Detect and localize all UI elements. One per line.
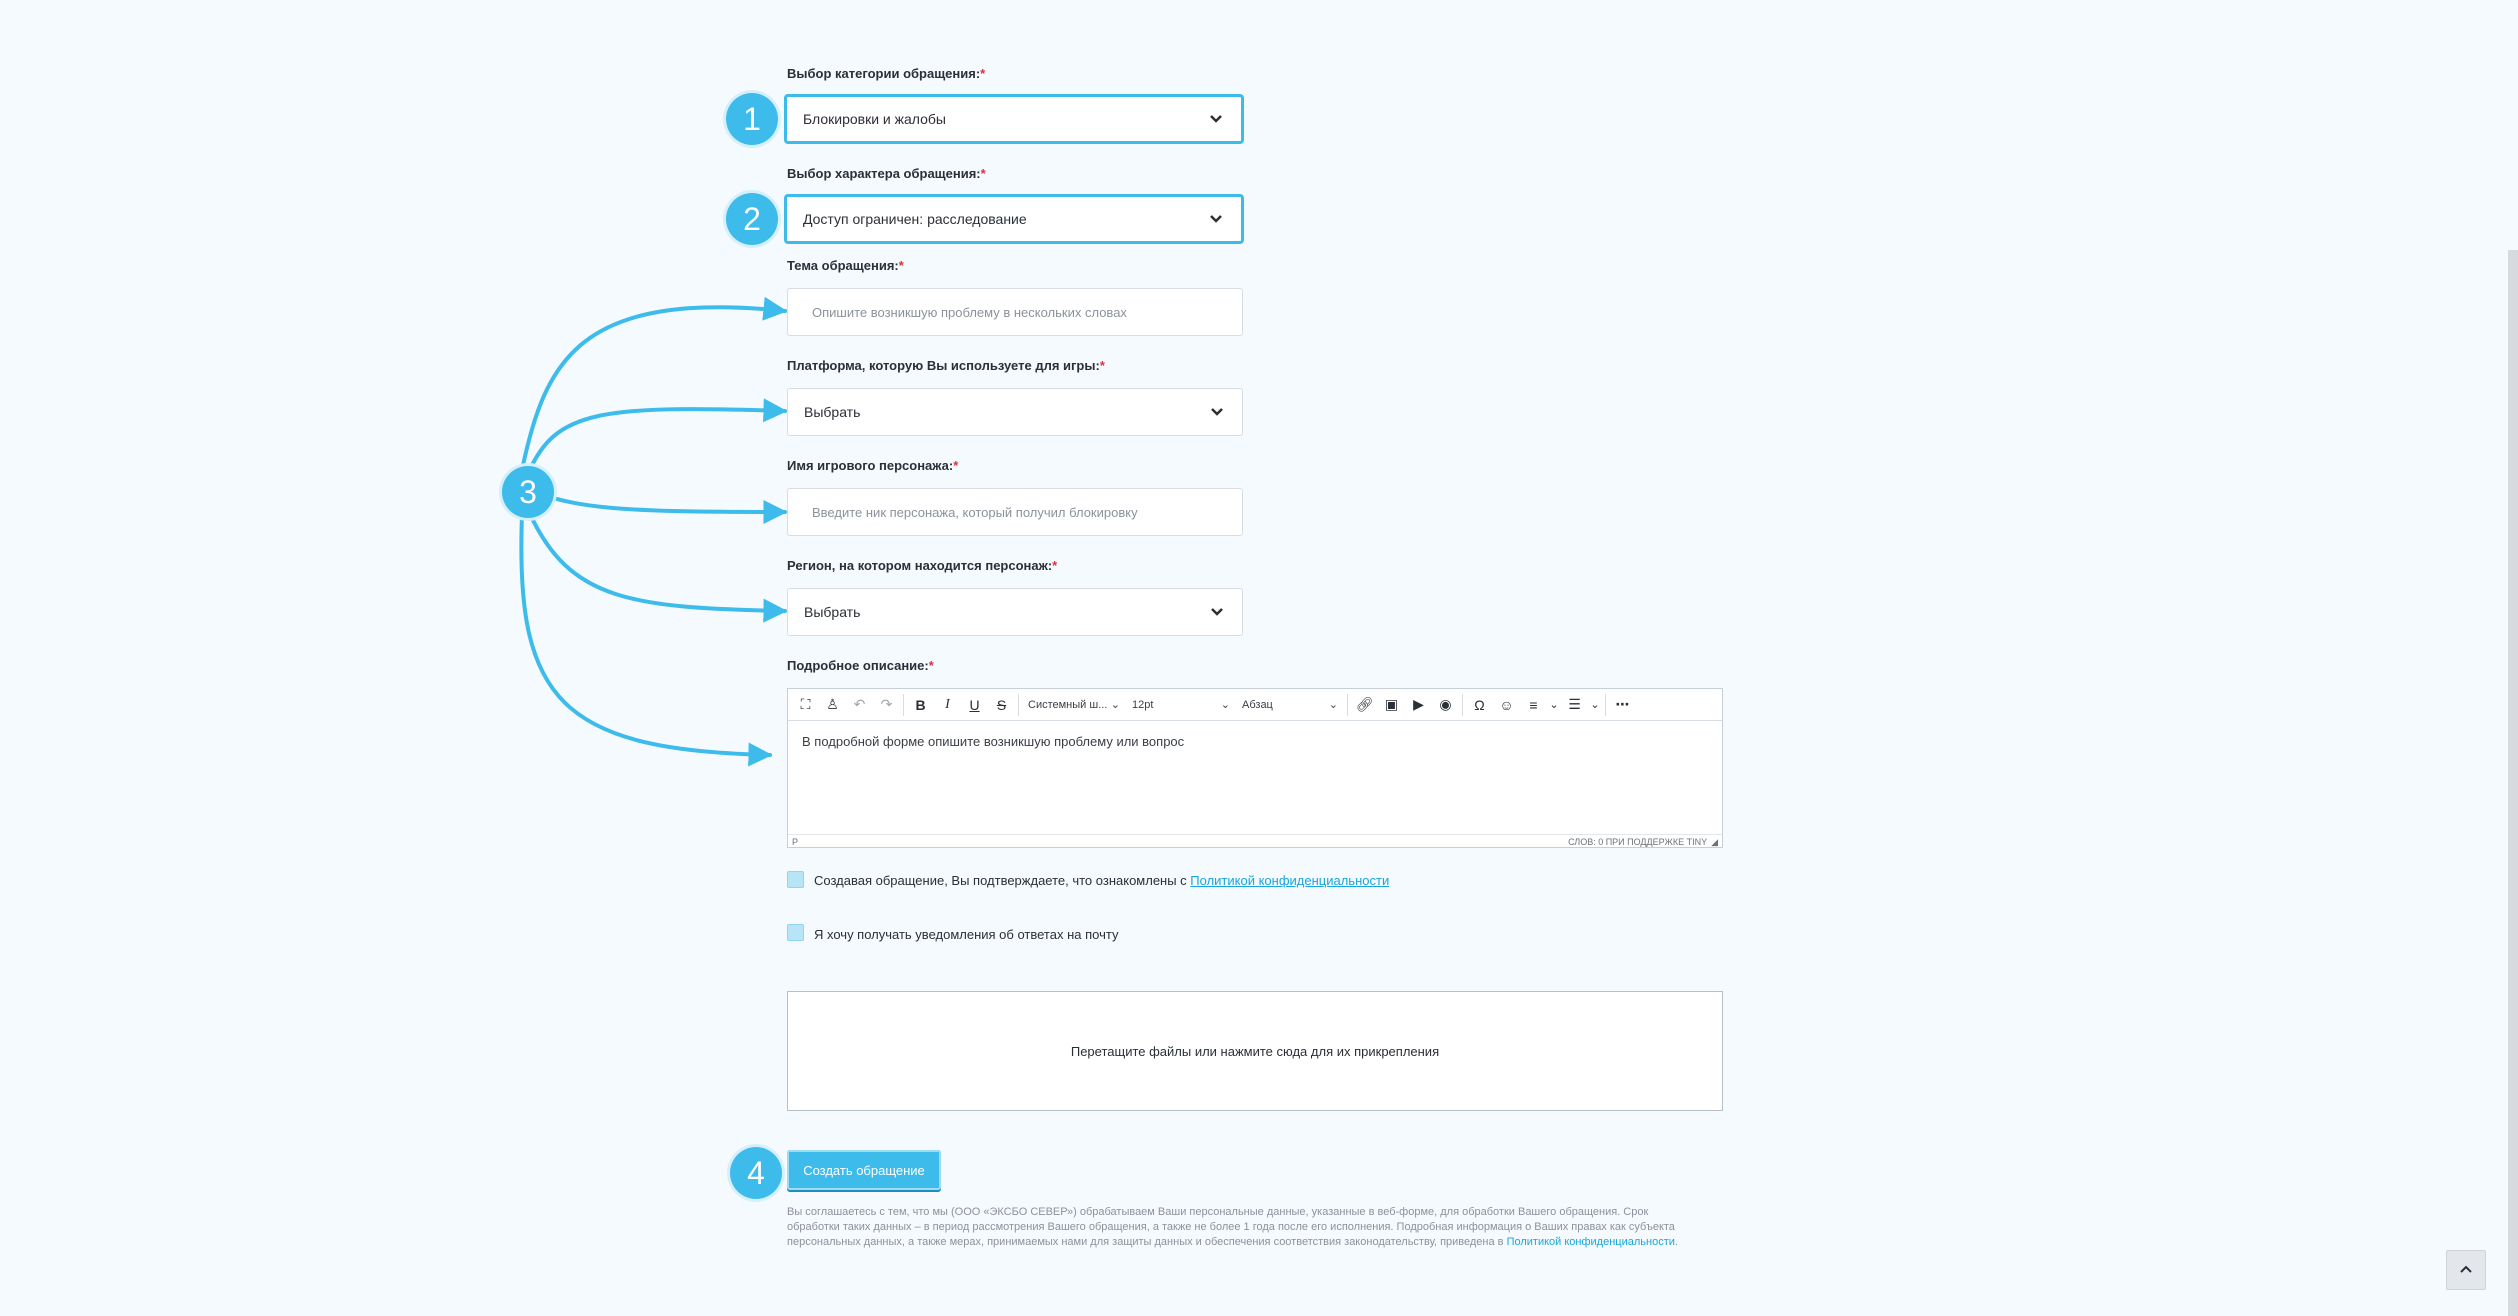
email-notify-checkbox[interactable] [787, 924, 804, 941]
scrollbar-thumb[interactable] [2508, 250, 2518, 1316]
fullscreen-icon[interactable]: ⛶ [800, 696, 811, 712]
subject-input[interactable] [787, 288, 1243, 336]
chevron-up-icon [2459, 1261, 2473, 1279]
numbered-list-icon[interactable]: ≡ [1529, 696, 1538, 713]
resize-icon[interactable]: ◢ [1711, 836, 1718, 847]
nature-select-value: Доступ ограничен: расследование [803, 211, 1027, 227]
editor-content[interactable] [788, 721, 1722, 834]
platform-select[interactable] [787, 388, 1243, 436]
toolbar-divider [1347, 694, 1348, 716]
editor-statusbar [788, 834, 1722, 849]
annotation-badge-4: 4 [730, 1147, 782, 1199]
font-family-dropdown[interactable]: Системный ш... ⌄ [1028, 698, 1120, 711]
redo-icon[interactable]: ↷ [880, 696, 893, 712]
email-notify-label: Я хочу получать уведомления об ответах на почту [814, 927, 1119, 942]
annotation-badge-1: 1 [726, 93, 778, 145]
submit-button[interactable]: Создать обращение [787, 1150, 941, 1190]
category-select-value: Блокировки и жалобы [803, 111, 946, 127]
platform-select-value: Выбрать [804, 404, 861, 420]
more-icon[interactable]: ⋯ [1615, 696, 1630, 712]
undo-icon[interactable]: ↶ [853, 696, 866, 712]
link-icon[interactable]: 🔗︎ [1355, 696, 1374, 712]
privacy-consent-checkbox[interactable] [787, 871, 804, 888]
back-to-top-button[interactable] [2446, 1250, 2486, 1290]
chevron-down-icon [1206, 401, 1228, 423]
editor-placeholder: В подробной форме опишите возникшую проблему или вопрос [802, 734, 1185, 749]
emoji-icon[interactable]: ☺ [1499, 696, 1514, 713]
file-dropzone[interactable] [787, 991, 1723, 1111]
character-label: Имя игрового персонажа:* [787, 458, 959, 473]
chevron-down-icon[interactable]: ⌄ [1590, 699, 1600, 711]
legal-notice: Вы соглашаетесь с тем, что мы (ООО «ЭКСБО СЕВЕР») обрабатываем Ваши персональные данные, указанные в веб-форме, для обработки Вашего обращения. Срок обработки таких данных – в период рассмотрения Вашего обращения, а также не более 1 года после его исполнения. Подробная информация о Ваших правах как субъекта персональных данных, а также мерах, принимаемых нами для защиты данных и обеспечения соответствия законодательству, приведена в Политикой конфиденциальности. [787, 1206, 1678, 1248]
subject-label: Тема обращения:* [787, 258, 904, 273]
dropzone-text: Перетащите файлы или нажмите сюда для их прикрепления [1070, 1043, 1440, 1059]
chevron-down-icon[interactable]: ⌄ [1549, 699, 1559, 711]
editor-toolbar [788, 689, 1722, 721]
font-size-dropdown[interactable]: 12pt ⌄ [1132, 698, 1230, 711]
privacy-policy-link[interactable]: Политикой конфиденциальности [1190, 873, 1390, 888]
region-label: Регион, на котором находится персонаж:* [787, 558, 1058, 573]
bullet-list-icon[interactable]: ☰ [1568, 696, 1581, 712]
chevron-down-icon: ⌄ [1328, 699, 1338, 711]
region-select-value: Выбрать [804, 604, 861, 620]
toolbar-divider [1018, 694, 1019, 716]
privacy-consent-label: Создавая обращение, Вы подтверждаете, что ознакомлены с Политикой конфиденциальности [814, 873, 1390, 888]
toolbar-divider [1605, 694, 1606, 716]
platform-label: Платформа, которую Вы используете для игры:* [787, 358, 1105, 373]
stamp-icon[interactable]: ♙ [826, 696, 839, 712]
chevron-down-icon [1205, 208, 1227, 230]
preview-icon[interactable]: ◉ [1439, 696, 1452, 712]
italic-icon[interactable]: I [945, 696, 950, 712]
toolbar-divider [903, 694, 904, 716]
description-editor[interactable] [787, 688, 1723, 848]
description-label: Подробное описание:* [787, 658, 934, 673]
editor-path: P [792, 837, 799, 847]
image-icon[interactable]: ▣ [1384, 696, 1399, 712]
annotation-badge-3: 3 [502, 466, 554, 518]
legal-privacy-link[interactable]: Политикой конфиденциальности [1506, 1236, 1675, 1248]
annotation-badge-2: 2 [726, 193, 778, 245]
toolbar-divider [1462, 694, 1463, 716]
region-select[interactable] [787, 588, 1243, 636]
chevron-down-icon: ⌄ [1110, 699, 1120, 711]
character-input-placeholder: Введите ник персонажа, который получил блокировку [812, 504, 1138, 520]
omega-icon[interactable]: Ω [1474, 696, 1485, 713]
strikethrough-icon[interactable]: S [996, 696, 1007, 713]
bold-icon[interactable]: B [915, 696, 926, 713]
subject-input-placeholder: Опишите возникшую проблему в нескольких словах [812, 304, 1127, 320]
editor-word-count: СЛОВ: 0 ПРИ ПОДДЕРЖКЕ TINY [1568, 837, 1708, 847]
nature-label: Выбор характера обращения:* [787, 166, 986, 181]
chevron-down-icon [1205, 108, 1227, 130]
block-format-dropdown[interactable]: Абзац ⌄ [1242, 698, 1338, 711]
underline-icon[interactable]: U [969, 696, 980, 713]
media-icon[interactable]: ▶ [1413, 696, 1424, 712]
category-label: Выбор категории обращения:* [787, 66, 986, 81]
character-input[interactable] [787, 488, 1243, 536]
chevron-down-icon: ⌄ [1220, 699, 1230, 711]
nature-select[interactable] [784, 194, 1244, 244]
chevron-down-icon [1206, 601, 1228, 623]
category-select[interactable] [784, 94, 1244, 144]
